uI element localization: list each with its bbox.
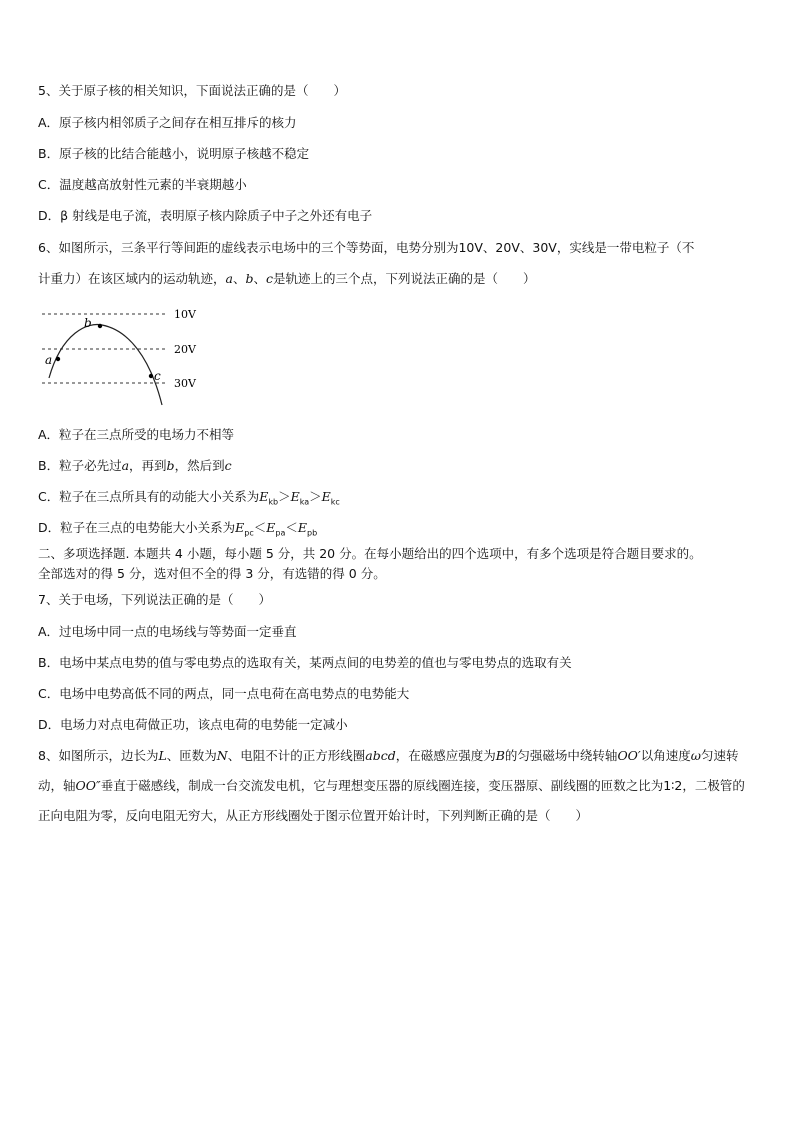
q5-option-b: B．原子核的比结合能越小，说明原子核越不稳定	[38, 146, 310, 161]
label-30v: 30V	[174, 377, 196, 390]
point-b-label: b	[84, 316, 92, 330]
q7-option-b: B．电场中某点电势的值与零电势点的选取有关，某两点间的电势差的值也与零电势点的选取有关	[38, 655, 572, 670]
q7-stem: 7、关于电场，下列说法正确的是（ ）	[38, 592, 271, 607]
q6-option-d: D．粒子在三点的电势能大小关系为$E_{pc}<E_{pa}<E_{pb}$	[38, 520, 318, 538]
q6-stem-line2: 计重力）在该区域内的运动轨迹，a、b、c是轨迹上的三个点，下列说法正确的是（ ）	[38, 271, 536, 286]
q6-figure	[40, 302, 220, 410]
q6-option-c: C．粒子在三点所具有的动能大小关系为$E_{kb}>E_{ka}>E_{kc}$	[38, 489, 340, 507]
point-a-label: a	[45, 353, 53, 367]
q5-option-c: C．温度越高放射性元素的半衰期越小	[38, 177, 247, 192]
q7-option-d: D．电场力对点电荷做正功，该点电荷的电势能一定减小	[38, 717, 348, 732]
label-20v: 20V	[174, 343, 196, 356]
point-c-label: c	[154, 369, 161, 383]
point-c-dot	[149, 374, 153, 378]
q5-option-d: D．β 射线是电子流，表明原子核内除质子中子之外还有电子	[38, 208, 373, 223]
q6-option-b: B．粒子必先过a，再到b，然后到c	[38, 458, 232, 473]
section2-intro-line1: 二、多项选择题. 本题共 4 小题，每小题 5 分，共 20 分。在每小题给出的四个选项中，有多个选项是符合题目要求的。	[38, 546, 702, 561]
q7-option-c: C．电场中电势高低不同的两点，同一点电荷在高电势点的电势能大	[38, 686, 410, 701]
q5-stem: 5、关于原子核的相关知识，下面说法正确的是（ ）	[38, 83, 346, 98]
label-10v: 10V	[174, 308, 196, 321]
point-a-dot	[56, 357, 60, 361]
q5-option-a: A．原子核内相邻质子之间存在相互排斥的核力	[38, 115, 297, 130]
q8-stem: 8、如图所示，边长为L、匝数为N、电阻不计的正方形线圈abcd，在磁感应强度为B的匀强磁场中绕转轴OO′以角速度ω匀速转动，轴OO″垂直于磁感线，制成一台交流发电机，它与理想变压器的原线圈连接，变压器原、副线圈的匝数之比为1∶2，二极管的正向电阻为零，反向电阻无穷大，从正方形线圈处于图示位置开始计时，下列判断正确的是（ ）	[38, 748, 745, 823]
q7-option-a: A．过电场中同一点的电场线与等势面一定垂直	[38, 624, 297, 639]
point-b-dot	[98, 324, 102, 328]
q6-stem-line1: 6、如图所示，三条平行等间距的虚线表示电场中的三个等势面，电势分别为10V、20V、30V，实线是一带电粒子（不	[38, 240, 695, 255]
section2-intro-line2: 全部选对的得 5 分，选对但不全的得 3 分，有选错的得 0 分。	[38, 566, 386, 581]
trajectory-curve	[49, 325, 162, 405]
q6-option-a: A．粒子在三点所受的电场力不相等	[38, 427, 235, 442]
